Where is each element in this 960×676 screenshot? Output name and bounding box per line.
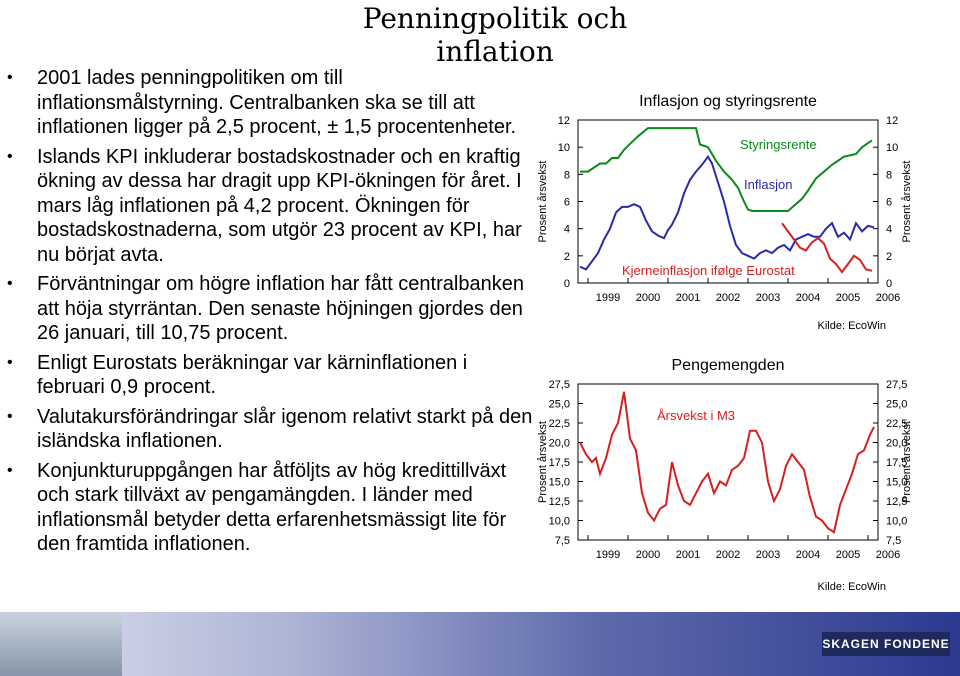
bullet-item: • Konjunkturuppgången har åtföljts av hög kredittillväxt och stark tillväxt av pengamängden. I länder med inflationsmål betyder detta erfarenhetsmässigt lite för den framtida inflationen.: [7, 459, 507, 555]
x-tick-label: 2003: [755, 549, 781, 561]
bullet-item: • Islands KPI inkluderar bostadskostnader och en kraftig ökning av dessa har dragit upp KPI-ökningen för året. I mars låg inflationen på 4,2 procent. Ökningen för bostadskostnaderna, som utgör 23 procent av KPI, har nu börjat avta.: [7, 145, 522, 266]
series-label: Årsvekst i M3: [657, 408, 736, 423]
x-tick-label: 2005: [835, 549, 861, 561]
series-label: Kjerneinflasjon ifølge Eurostat: [622, 263, 795, 278]
series-label: Inflasjon: [744, 177, 793, 192]
y-tick-label-right: 12,5: [886, 496, 908, 508]
y-tick-label: 20,0: [548, 437, 570, 450]
y-tick-label-right: 2: [886, 250, 893, 263]
y-tick-label: 2: [563, 250, 570, 263]
y-tick-label-right: 17,5: [886, 457, 908, 469]
y-tick-label: 6: [563, 196, 570, 209]
y-tick-label: 8: [563, 169, 570, 182]
y-tick-label-right: 4: [886, 223, 893, 236]
x-tick-label: 1999: [595, 549, 621, 561]
y-tick-label-right: 12: [886, 115, 899, 127]
x-tick-label: 2001: [675, 549, 701, 561]
plot-frame: [578, 120, 878, 283]
bullet-icon: •: [7, 147, 13, 165]
bullet-item: • Förväntningar om högre inflation har fått centralbanken att höja styrräntan. Den senaste höjningen gjordes den 26 januari, till 10,75 procent.: [7, 273, 524, 344]
x-tick-label: 2006: [875, 549, 901, 561]
series-line: [782, 223, 872, 272]
y-tick-label-right: 25,0: [886, 398, 908, 411]
series-label: Styringsrente: [740, 137, 817, 152]
y-tick-label: 4: [563, 223, 570, 236]
bullet-icon: •: [7, 407, 13, 425]
y-tick-label-right: 8: [886, 169, 893, 182]
chart-title: Inflasjon og styringsrente: [639, 93, 817, 110]
y-axis-label: Prosent årsvekst: [537, 160, 549, 243]
y-tick-label-right: 20,0: [886, 437, 908, 450]
inflation-rate-chart: [530, 80, 960, 340]
x-tick-label: 2000: [635, 292, 661, 304]
x-tick-label: 2004: [795, 549, 821, 561]
bullet-icon: •: [7, 275, 13, 292]
y-tick-label: 12: [557, 115, 570, 127]
y-tick-label: 10: [557, 142, 570, 155]
series-line: [580, 128, 872, 211]
y-tick-label-right: 7,5: [886, 535, 902, 547]
x-tick-label: 2004: [795, 292, 821, 304]
y-tick-label: 25,0: [548, 398, 570, 411]
source-label: Kilde: EcoWin: [817, 581, 886, 593]
y-tick-label-right: 10,0: [886, 515, 908, 528]
bullet-item: • 2001 lades penningpolitiken om till inflationsmålstyrning. Centralbanken ska se till att inflationen ligger på 2,5 procent, ± 1,5 procentenheter.: [7, 67, 517, 138]
bullet-icon: •: [7, 69, 13, 86]
chart-title: Pengemengden: [671, 357, 785, 374]
x-tick-label: 2005: [835, 292, 861, 304]
y-tick-label: 17,5: [548, 457, 570, 469]
money-supply-chart: [530, 340, 960, 602]
y-axis-label-right: Prosent årsvekst: [901, 421, 913, 503]
y-tick-label-right: 15,0: [886, 476, 908, 489]
y-tick-label: 15,0: [548, 476, 570, 489]
x-tick-label: 2000: [635, 549, 661, 561]
y-tick-label: 22,5: [548, 418, 570, 430]
x-tick-label: 2006: [875, 292, 901, 304]
y-tick-label-right: 10: [886, 142, 899, 155]
x-tick-label: 2003: [755, 292, 781, 304]
x-tick-label: 2002: [715, 549, 741, 561]
slide-title: Penningpolitik och inflation: [362, 2, 628, 68]
x-tick-label: 1999: [595, 292, 621, 304]
bullet-list: [0, 66, 535, 562]
x-tick-label: 2001: [675, 292, 701, 304]
bullet-icon: •: [7, 353, 13, 371]
bullet-icon: •: [7, 461, 13, 479]
y-axis-label: Prosent årsvekst: [537, 421, 549, 503]
skagen-logo: SKAGEN FONDENE: [822, 632, 950, 656]
source-label: Kilde: EcoWin: [817, 320, 886, 332]
y-axis-label-right: Prosent årsvekst: [901, 160, 913, 243]
y-tick-label: 7,5: [554, 535, 570, 547]
lighthouse-photo: [0, 612, 122, 676]
bullet-item: • Enligt Eurostats beräkningar var kärninflationen i februari 0,9 procent.: [7, 351, 468, 398]
y-tick-label-right: 22,5: [886, 418, 908, 430]
y-tick-label: 12,5: [548, 496, 570, 508]
y-tick-label: 27,5: [548, 379, 570, 391]
x-tick-label: 2002: [715, 292, 741, 304]
bullet-item: • Valutakursförändringar slår igenom relativt starkt på den isländska inflationen.: [7, 405, 533, 452]
y-tick-label: 10,0: [548, 515, 570, 528]
y-tick-label: 0: [563, 278, 570, 290]
y-tick-label-right: 6: [886, 196, 893, 209]
y-tick-label-right: 0: [886, 278, 893, 290]
y-tick-label-right: 27,5: [886, 379, 908, 391]
footer-band: [0, 612, 960, 676]
